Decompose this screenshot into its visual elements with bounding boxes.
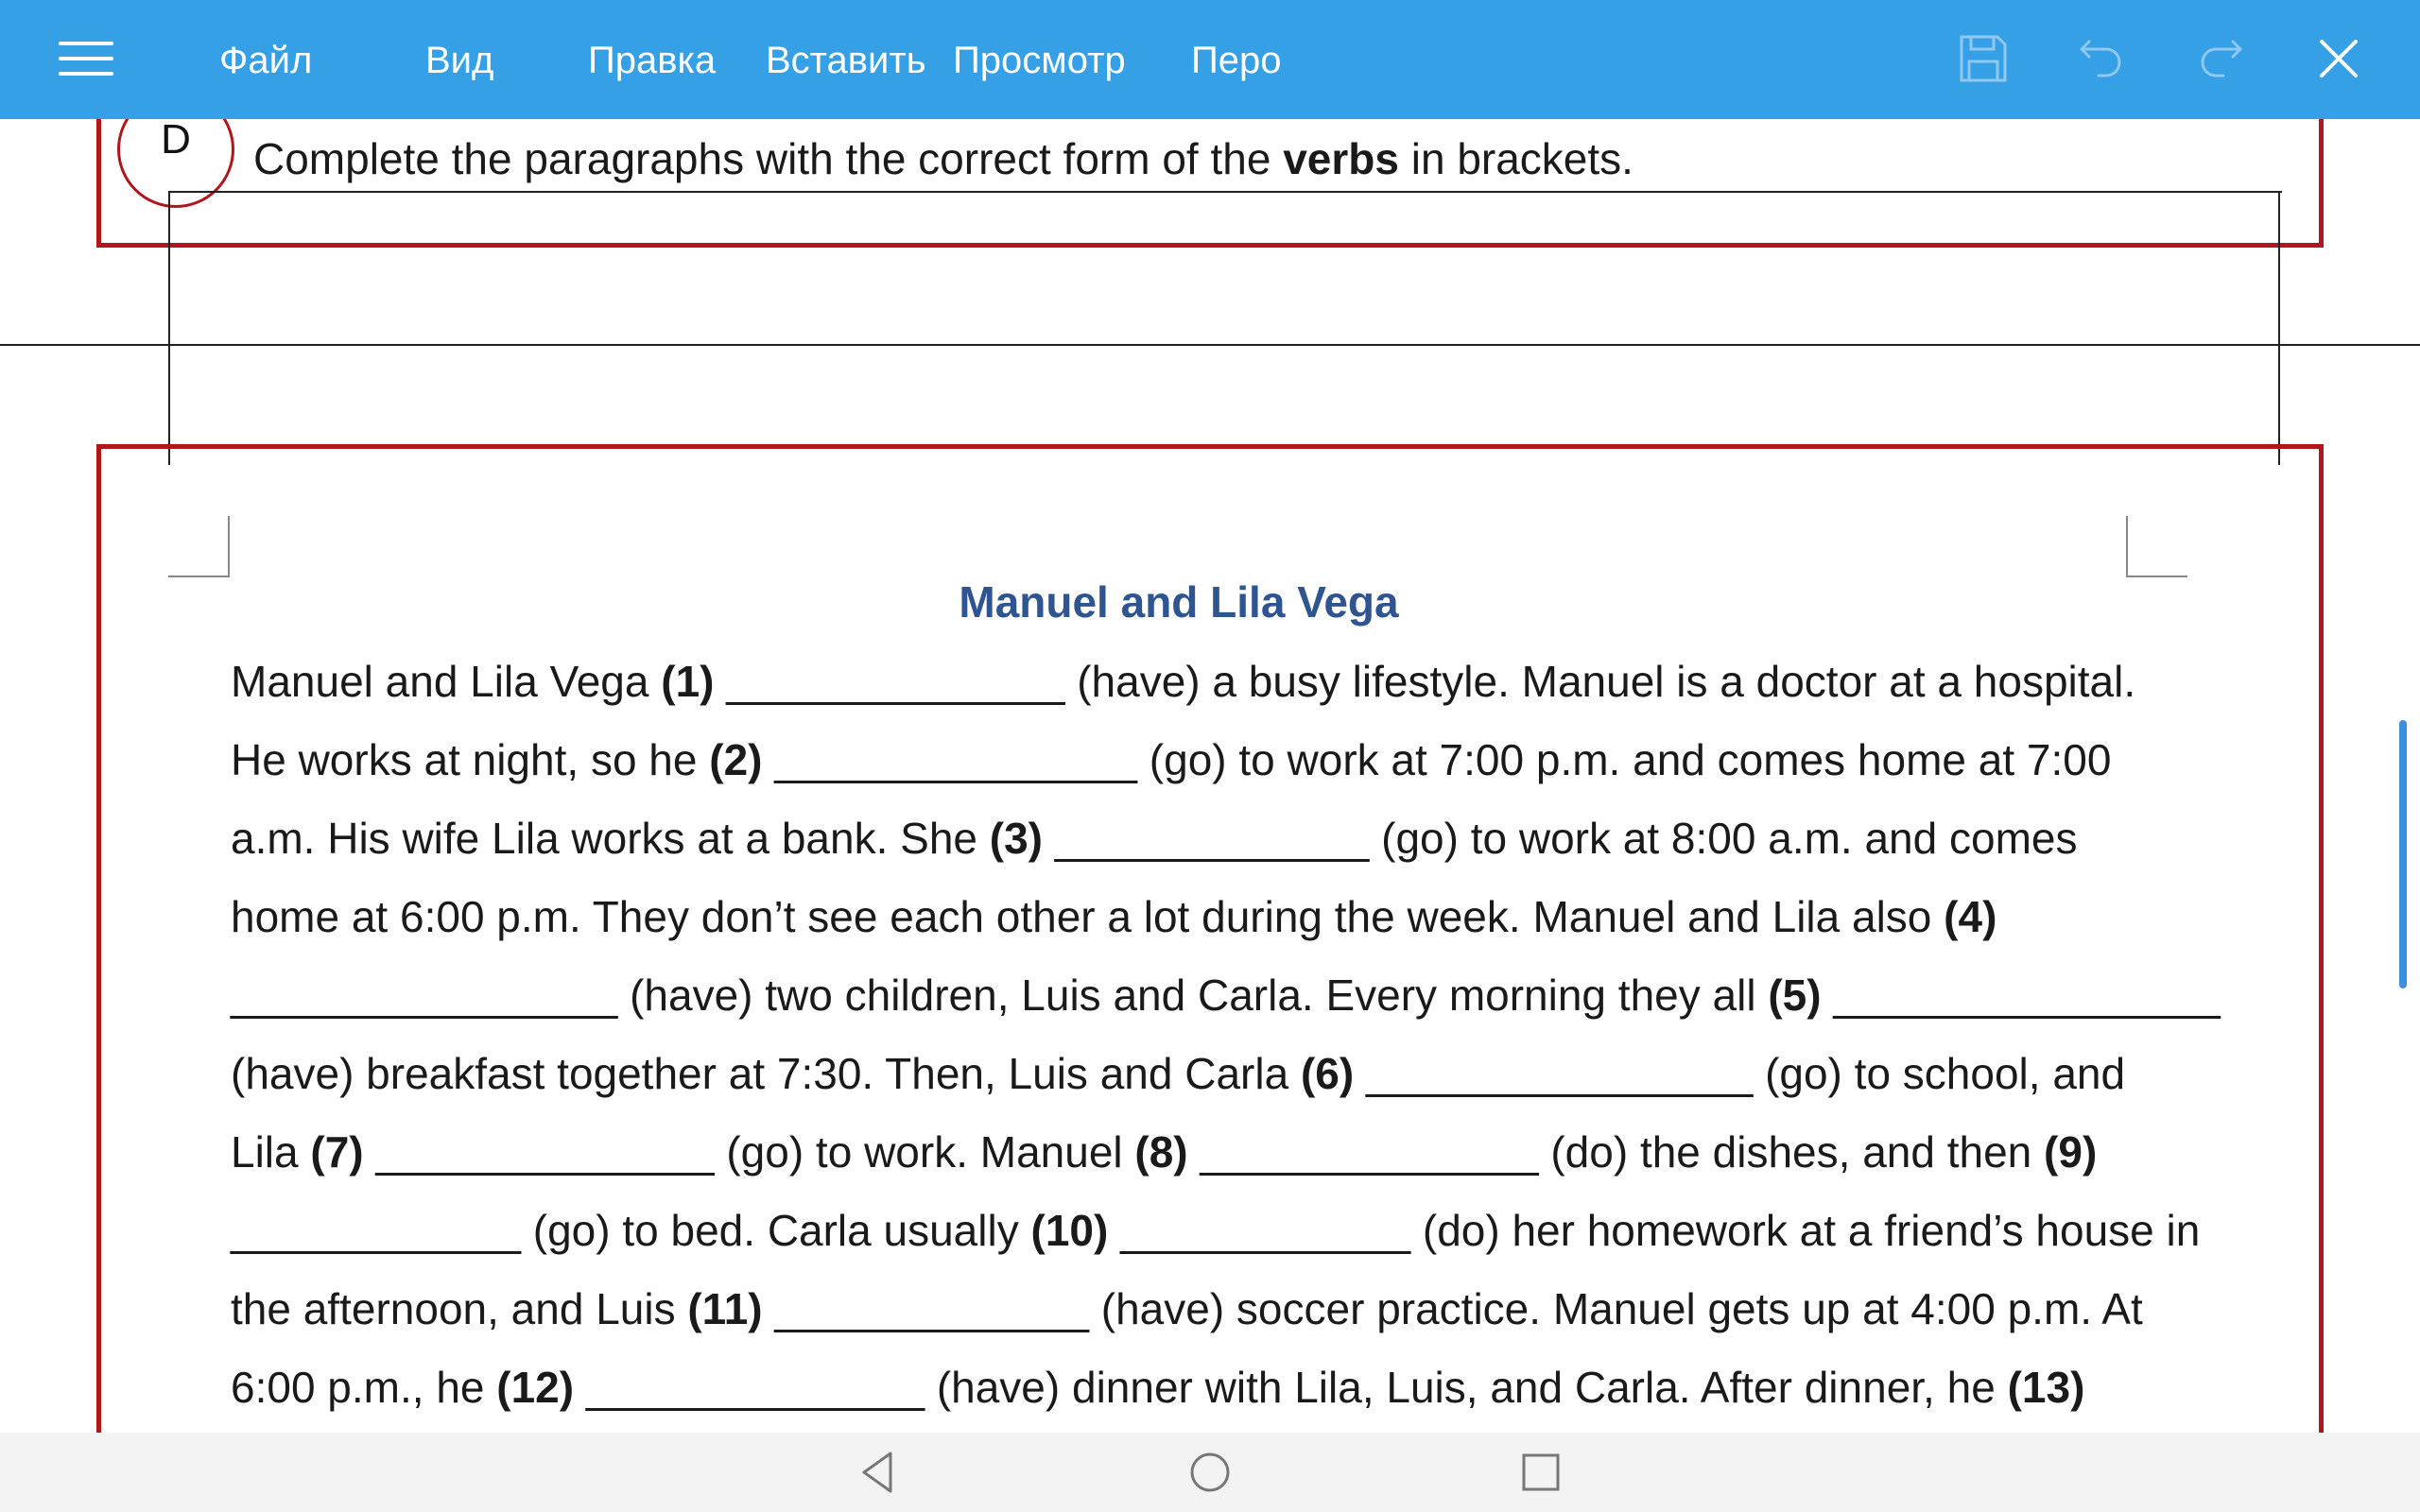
passage-text: the afternoon, and Luis [231, 1284, 688, 1333]
section-letter: D [161, 119, 191, 163]
blank-number: (11) [687, 1284, 763, 1333]
passage-line [231, 1119, 2097, 1185]
blank-number: (2) [709, 735, 763, 784]
passage-text: ________________ (go) to school, and [1354, 1049, 2126, 1098]
menu-icon[interactable] [59, 42, 113, 76]
passage-text: home at 6:00 p.m. They don’t see each other a lot during the week. Manuel and Lila also [231, 892, 1945, 941]
passage-line [231, 1276, 2143, 1342]
passage-text: ________________ [1821, 971, 2221, 1020]
blank-number: (6) [1300, 1049, 1355, 1098]
blank-number: (1) [661, 657, 715, 706]
passage-text: ________________ (have) two children, Luis and Carla. Every morning they all [231, 971, 1769, 1020]
close-icon[interactable] [2312, 32, 2365, 85]
passage-line [231, 884, 1996, 950]
passage-text: _____________ (have) soccer practice. Manuel gets up at 4:00 p.m. At [762, 1284, 2143, 1333]
blank-number: (8) [1134, 1127, 1188, 1177]
passage-text: ______________ (have) dinner with Lila, Luis, and Carla. After dinner, he [574, 1363, 2008, 1412]
blank-number: (5) [1768, 971, 1822, 1020]
blank-number: (3) [989, 814, 1044, 863]
page-break-line [0, 344, 2420, 346]
undo-icon[interactable] [2076, 32, 2129, 85]
blank-number: (4) [1944, 892, 1997, 941]
home-icon[interactable] [1184, 1446, 1236, 1499]
menu-view[interactable]: Вид [425, 40, 494, 81]
passage-text: ______________ (have) a busy lifestyle. Manuel is a doctor at a hospital. [714, 657, 2136, 706]
passage-text: ____________ (go) to bed. Carla usually [231, 1206, 1031, 1255]
menu-edit[interactable]: Правка [588, 40, 717, 81]
top-toolbar [0, 0, 2420, 119]
menu-file[interactable]: Файл [219, 40, 313, 81]
recents-icon[interactable] [1514, 1446, 1567, 1499]
table-border-left [168, 191, 170, 465]
blank-number: (12) [496, 1363, 575, 1412]
passage-line [231, 962, 2221, 1028]
blank-number: (10) [1030, 1206, 1109, 1255]
passage-line [231, 1354, 2084, 1420]
passage-title: Manuel and Lila Vega [959, 577, 1399, 627]
passage-text: (have) breakfast together at 7:30. Then, Luis and Carla [231, 1049, 1301, 1098]
table-border-right [2278, 191, 2280, 465]
passage-text: Manuel and Lila Vega [231, 657, 662, 706]
blank-number: (7) [310, 1127, 364, 1177]
back-icon[interactable] [853, 1446, 906, 1499]
menu-pen[interactable]: Перо [1191, 40, 1282, 81]
blank-number: (13) [2007, 1363, 2085, 1412]
passage-text: ______________ (go) to work. Manuel [363, 1127, 1135, 1177]
passage-text: ____________ (do) her homework at a friend’s house in [1108, 1206, 2201, 1255]
passage-text: He works at night, so he [231, 735, 710, 784]
passage-line [231, 805, 2078, 871]
passage-text: Lila [231, 1127, 311, 1177]
passage-text: _____________ (go) to work at 8:00 a.m. and comes [1043, 814, 2078, 863]
scrollbar-thumb[interactable] [2399, 720, 2407, 988]
document-canvas[interactable] [0, 119, 2420, 1433]
passage-text: 6:00 p.m., he [231, 1363, 497, 1412]
passage-line [231, 1197, 2200, 1263]
passage-text: ______________ (do) the dishes, and then [1187, 1127, 2045, 1177]
passage-text: _______________ (go) to work at 7:00 p.m. and comes home at 7:00 [762, 735, 2112, 784]
blank-number: (9) [2044, 1127, 2098, 1177]
redo-icon[interactable] [2193, 32, 2246, 85]
passage-line [231, 648, 2135, 714]
passage-line [231, 727, 2111, 793]
passage-line [231, 1040, 2125, 1107]
system-nav-bar [0, 1433, 2420, 1512]
instruction-text: Complete the paragraphs with the correct form of the verbs in brackets. [253, 134, 1634, 183]
passage-text: a.m. His wife Lila works at a bank. She [231, 814, 990, 863]
menu-insert[interactable]: Вставить [766, 40, 926, 81]
table-border-top [168, 191, 2282, 193]
save-icon[interactable] [1957, 32, 2010, 85]
menu-review[interactable]: Просмотр [953, 40, 1126, 81]
